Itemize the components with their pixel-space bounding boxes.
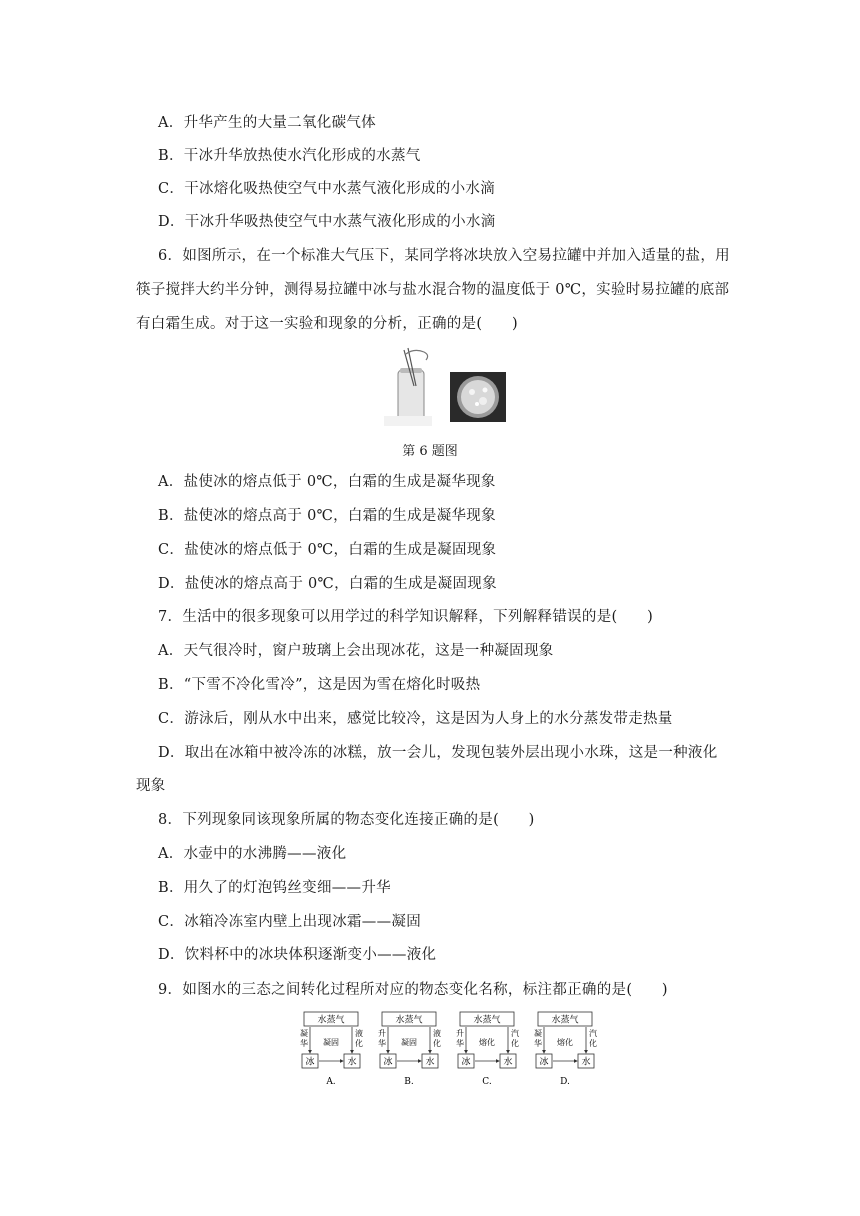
diagram-a-right-char-2: 化: [355, 1039, 363, 1048]
diagram-d-left-char-1: 凝: [534, 1029, 542, 1038]
q8-option-c: C．冰箱冷冻室内壁上出现冰霜——凝固: [158, 914, 421, 930]
q6-option-b: B．盐使冰的熔点高于 0℃，白霜的生成是凝华现象: [158, 508, 496, 524]
diagram-c-water-label: 水: [503, 1057, 513, 1068]
q7-stem: 7．生活中的很多现象可以用学过的科学知识解释，下列解释错误的是( ): [158, 609, 654, 625]
diagram-a-ice-label: 冰: [305, 1057, 315, 1068]
diagram-b-water-label: 水: [425, 1057, 435, 1068]
diagram-b-option-label: B.: [404, 1077, 414, 1087]
diagram-c-option-label: C.: [482, 1077, 492, 1087]
q6-option-d: D．盐使冰的熔点高于 0℃，白霜的生成是凝固现象: [158, 576, 497, 592]
q8-option-d: D．饮料杯中的冰块体积逐渐变小——液化: [158, 947, 437, 963]
diagram-d-vapor-label: 水蒸气: [551, 1015, 579, 1026]
q7-option-c: C．游泳后，刚从水中出来，感觉比较冷，这是因为人身上的水分蒸发带走热量: [158, 711, 673, 727]
q6-stem-line-3: 有白霜生成。对于这一实验和现象的分析，正确的是( ): [136, 316, 518, 332]
q8-stem: 8．下列现象同该现象所属的物态变化连接正确的是( ): [158, 812, 535, 828]
diagram-d-option-label: D.: [560, 1077, 570, 1087]
diagram-c-vapor-label: 水蒸气: [473, 1015, 501, 1026]
diagram-b: [378, 1012, 441, 1087]
q5-option-c: C．干冰熔化吸热使空气中水蒸气液化形成的小水滴: [158, 181, 495, 197]
diagram-b-left-char-2: 华: [378, 1039, 386, 1048]
diagram-d-left-char-2: 华: [534, 1039, 542, 1048]
diagram-d-right-char-1: 汽: [589, 1029, 597, 1038]
diagram-b-middle-label: 凝固: [401, 1038, 417, 1047]
diagram-b-vapor-label: 水蒸气: [395, 1015, 423, 1026]
diagram-c-left-char-1: 升: [456, 1029, 464, 1038]
q7-option-d: D．取出在冰箱中被冷冻的冰糕，放一会儿，发现包装外层出现小水珠，这是一种液化: [158, 745, 718, 761]
diagram-a-vapor-label: 水蒸气: [317, 1015, 345, 1026]
q8-option-b: B．用久了的灯泡钨丝变细——升华: [158, 880, 391, 896]
diagram-a-water-label: 水: [347, 1057, 357, 1068]
diagram-d-ice-label: 冰: [539, 1057, 549, 1068]
diagram-d-middle-label: 熔化: [557, 1038, 573, 1047]
diagram-a-left-char-1: 凝: [300, 1029, 308, 1038]
diagram-d-water-label: 水: [581, 1057, 591, 1068]
can-photo: [384, 348, 432, 426]
q6-figure: [384, 346, 508, 426]
diagram-a: [300, 1012, 363, 1087]
q9-diagrams: [294, 1010, 597, 1090]
q9-stem: 9．如图水的三态之间转化过程所对应的物态变化名称，标注都正确的是( ): [158, 982, 668, 998]
diagram-c-right-char-1: 汽: [511, 1029, 519, 1038]
frost-bottom-photo: [450, 372, 506, 422]
q6-figure-caption: 第 6 题图: [402, 444, 458, 459]
diagram-b-right-char-2: 化: [433, 1039, 441, 1048]
diagram-d-right-char-2: 化: [589, 1039, 597, 1048]
diagram-c: [456, 1012, 519, 1087]
diagram-b-left-char-1: 升: [378, 1029, 386, 1038]
diagram-d: [534, 1012, 597, 1087]
q6-option-c: C．盐使冰的熔点低于 0℃，白霜的生成是凝固现象: [158, 542, 497, 558]
q8-option-a: A．水壶中的水沸腾——液化: [158, 846, 347, 862]
q5-option-b: B．干冰升华放热使水汽化形成的水蒸气: [158, 148, 421, 164]
q6-stem-line-1: 6．如图所示，在一个标准大气压下，某同学将冰块放入空易拉罐中并加入适量的盐，用: [158, 248, 730, 264]
q7-option-a: A．天气很冷时，窗户玻璃上会出现冰花，这是一种凝固现象: [158, 643, 554, 659]
diagram-b-right-char-1: 液: [433, 1029, 441, 1038]
diagram-b-ice-label: 冰: [383, 1057, 393, 1068]
diagram-c-left-char-2: 华: [456, 1039, 464, 1048]
q6-option-a: A．盐使冰的熔点低于 0℃，白霜的生成是凝华现象: [158, 474, 496, 490]
q7-option-b: B．“下雪不冷化雪冷”，这是因为雪在熔化时吸热: [158, 677, 481, 693]
diagram-c-right-char-2: 化: [511, 1039, 519, 1048]
q5-option-a: A．升华产生的大量二氧化碳气体: [158, 115, 376, 131]
diagram-a-middle-label: 凝固: [323, 1038, 339, 1047]
diagram-a-left-char-2: 华: [300, 1039, 308, 1048]
q5-option-d: D．干冰升华吸热使空气中水蒸气液化形成的小水滴: [158, 214, 496, 230]
q7-option-d-wrap: 现象: [136, 778, 166, 794]
diagram-a-right-char-1: 液: [355, 1029, 363, 1038]
diagram-a-option-label: A.: [326, 1077, 336, 1087]
diagram-c-middle-label: 熔化: [479, 1038, 495, 1047]
q6-stem-line-2: 筷子搅拌大约半分钟，测得易拉罐中冰与盐水混合物的温度低于 0℃，实验时易拉罐的底部: [136, 282, 730, 298]
diagram-c-ice-label: 冰: [461, 1057, 471, 1068]
